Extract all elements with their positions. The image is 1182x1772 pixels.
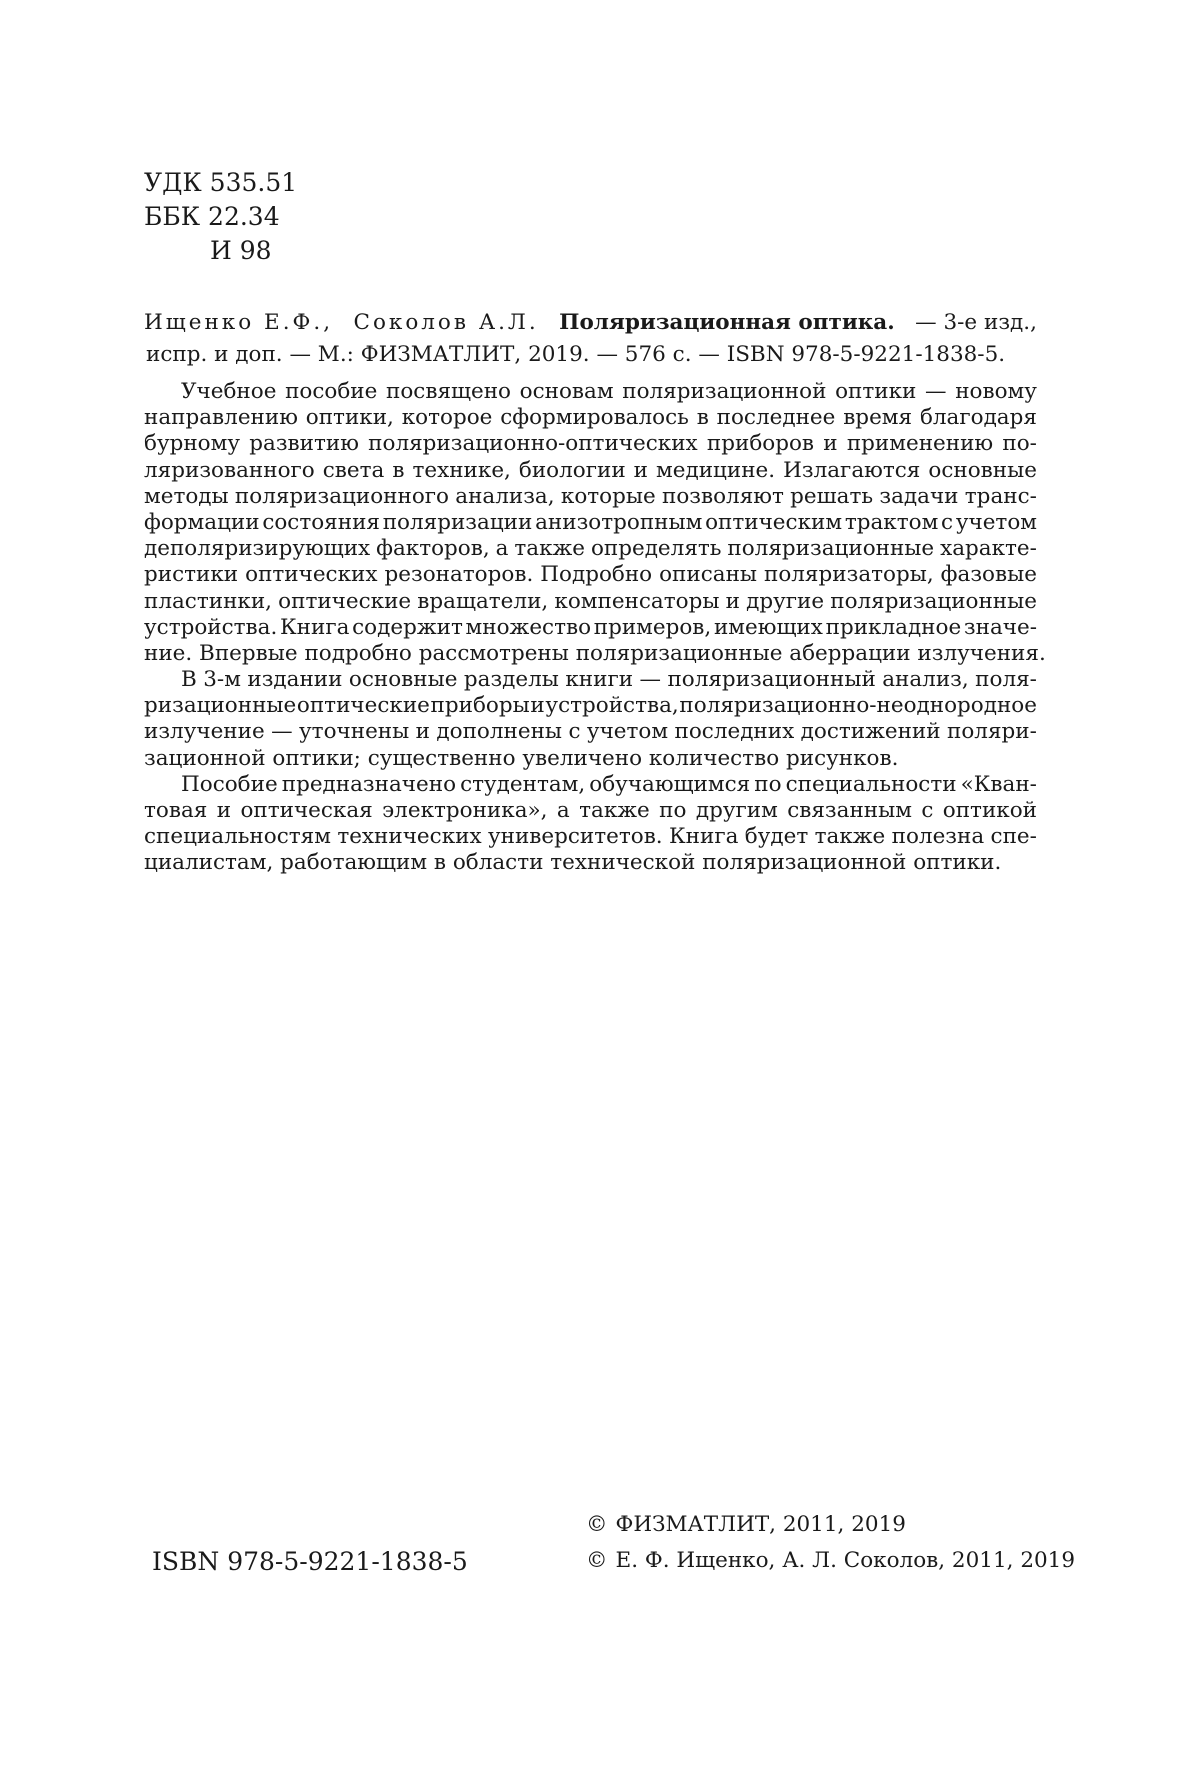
- abstract-line: деполяризирующих факторов, а также определять поляризационные характе-: [144, 536, 1037, 562]
- abstract-text: [144, 379, 1046, 877]
- classification-codes: [144, 166, 297, 268]
- abstract-line: товая и оптическая электроника», а также по другим связанным с оптикой: [144, 798, 1037, 823]
- book-title: Поляризационная оптика.: [559, 310, 895, 335]
- copyright-authors-text: Е. Ф. Ищенко, А. Л. Соколов, 2011, 2019: [615, 1548, 1076, 1573]
- abstract-line: Учебное пособие посвящено основам поляризационной оптики — новому: [181, 379, 1037, 404]
- copyright-icon: ©: [586, 1548, 608, 1573]
- isbn: ISBN 978-5-9221-1838-5: [152, 1547, 468, 1576]
- abstract-line: бурному развитию поляризационно-оптических приборов и применению по-: [144, 431, 1037, 457]
- biblio-line-2: испр. и доп. — М.: ФИЗМАТЛИТ, 2019. — 576 с. — ISBN 978-5-9221-1838-5.: [146, 342, 1006, 367]
- abstract-line: зационной оптики; существенно увеличено количество рисунков.: [144, 745, 899, 771]
- copyright-publisher-text: ФИЗМАТЛИТ, 2011, 2019: [615, 1512, 906, 1537]
- abstract-line: ние. Впервые подробно рассмотрены поляризационные аберрации излучения.: [144, 640, 1046, 666]
- abstract-line: устройства. Книга содержит множество примеров, имеющих прикладное значе-: [144, 614, 1037, 640]
- abstract-line: Пособие предназначено студентам, обучающимся по специальности «Кван-: [181, 771, 1037, 797]
- abstract-line: ляризованного света в технике, биологии и медицине. Излагаются основные: [144, 457, 1037, 483]
- bibliographic-record: [144, 307, 1037, 371]
- biblio-line-1: [144, 307, 1037, 339]
- abstract-line: методы поляризационного анализа, которые позволяют решать задачи транс-: [144, 483, 1037, 509]
- abstract-line: ризационные оптические приборы и устройства, поляризационно-неоднородное: [144, 693, 1037, 719]
- copyright-icon: ©: [586, 1512, 608, 1537]
- abstract-line: циалистам, работающим в области технической поляризационной оптики.: [144, 850, 1002, 876]
- udk-code: УДК 535.51: [144, 168, 298, 197]
- bbk-code: ББК 22.34: [144, 202, 280, 231]
- abstract-line: специальностям технических университетов. Книга будет также полезна спе-: [144, 824, 1037, 850]
- abstract-line: направлению оптики, которое сформировалось в последнее время благодаря: [144, 405, 1037, 431]
- edition: — 3-е изд.,: [915, 310, 1037, 335]
- author-1: Ищенко Е.Ф.,: [144, 310, 334, 335]
- abstract-line: В 3-м издании основные разделы книги — поляризационный анализ, поля-: [181, 667, 1037, 693]
- author-2: Соколов А.Л.: [353, 310, 539, 335]
- abstract-line: излучение — уточнены и дополнены с учетом последних достижений поляри-: [144, 719, 1037, 745]
- copyright-authors: [586, 1543, 1075, 1579]
- abstract-line: формации состояния поляризации анизотропным оптическим трактом с учетом: [144, 509, 1037, 535]
- copyright-block: [586, 1507, 1075, 1579]
- copyright-publisher: [586, 1507, 1075, 1543]
- abstract-line: пластинки, оптические вращатели, компенсаторы и другие поляризационные: [144, 588, 1037, 614]
- author-mark: И 98: [210, 236, 272, 265]
- abstract-line: ристики оптических резонаторов. Подробно описаны поляризаторы, фазовые: [144, 562, 1037, 588]
